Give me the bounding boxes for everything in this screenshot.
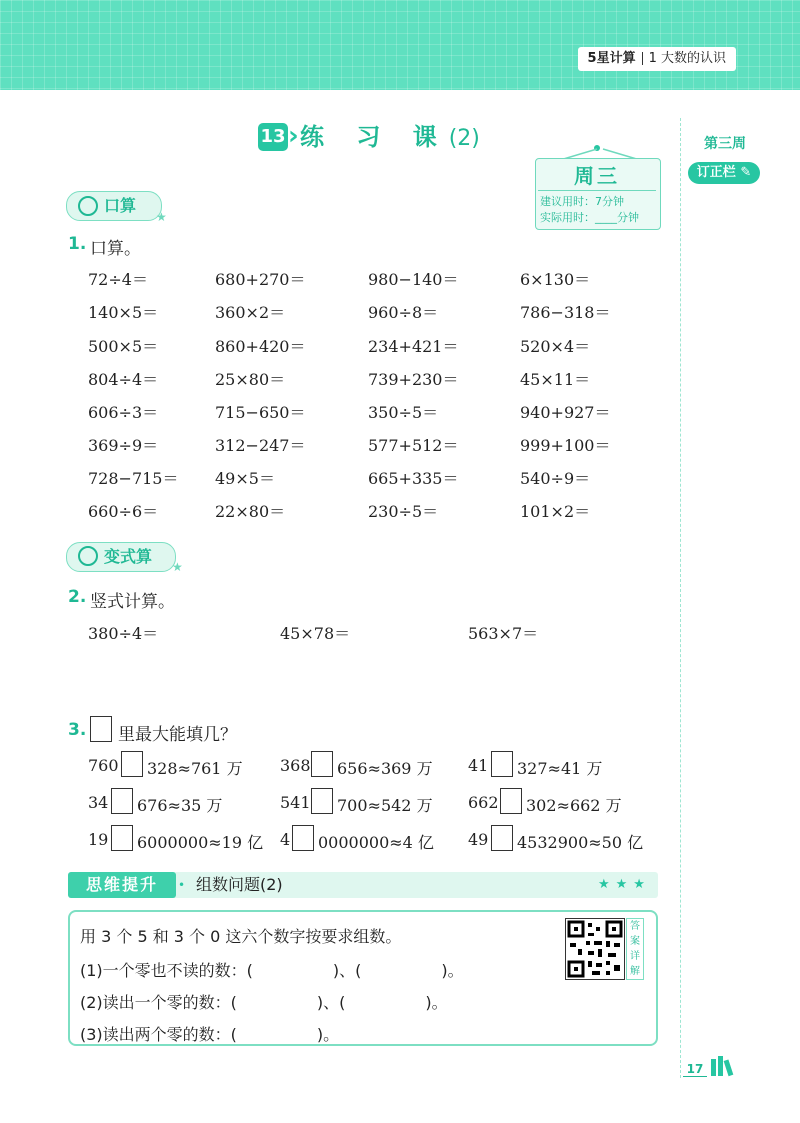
star-rating-icon: ★★★ bbox=[598, 877, 651, 892]
problem: 940+927＝ bbox=[520, 403, 611, 422]
unit-title: 1 大数的认识 bbox=[648, 51, 726, 66]
problem: 680+270＝ bbox=[215, 270, 306, 289]
thinking-line-1: (1)一个零也不读的数：( )、( )。 bbox=[80, 961, 464, 980]
answer-box[interactable] bbox=[111, 788, 133, 814]
approx-prefix: 34 bbox=[88, 793, 109, 812]
problem: 660÷6＝ bbox=[88, 502, 159, 521]
problem: 369÷9＝ bbox=[88, 436, 159, 455]
approx-suffix: 328≈761 万 bbox=[147, 759, 243, 778]
lesson-number: 13 bbox=[258, 123, 288, 151]
breadcrumb bbox=[578, 47, 736, 71]
approx-suffix: 676≈35 万 bbox=[137, 796, 223, 815]
approx-suffix: 302≈662 万 bbox=[526, 796, 622, 815]
problem: 960÷8＝ bbox=[368, 303, 439, 322]
approx-prefix: 49 bbox=[468, 830, 489, 849]
answer-box[interactable] bbox=[311, 751, 333, 777]
problem: 860+420＝ bbox=[215, 337, 306, 356]
answer-box[interactable] bbox=[111, 825, 133, 851]
actual-time: 实际用时：____分钟 bbox=[540, 211, 639, 224]
divider bbox=[538, 190, 656, 191]
problem: 22×80＝ bbox=[215, 502, 286, 521]
answer-box[interactable] bbox=[491, 751, 513, 777]
day-name: 周三 bbox=[574, 164, 620, 188]
approx-prefix: 4 bbox=[280, 830, 291, 849]
chevron-icon: › bbox=[288, 121, 299, 151]
book-title: 5星计算 bbox=[587, 51, 636, 66]
question-number: 1. bbox=[68, 234, 87, 254]
problem: 804÷4＝ bbox=[88, 370, 159, 389]
stopwatch-icon bbox=[78, 196, 98, 216]
thinking-label: 思维提升 bbox=[68, 872, 176, 898]
problem: 101×2＝ bbox=[520, 502, 591, 521]
arrow-icon: • bbox=[178, 878, 186, 892]
page-number: 17 bbox=[683, 1062, 707, 1077]
problem: 728−715＝ bbox=[88, 469, 179, 488]
problem: 380÷4＝ bbox=[88, 624, 159, 643]
approx-prefix: 541 bbox=[280, 793, 311, 812]
problem: 49×5＝ bbox=[215, 469, 275, 488]
star-icon: ★ bbox=[172, 560, 183, 574]
problem: 234+421＝ bbox=[368, 337, 459, 356]
correction-tag bbox=[688, 162, 760, 184]
header-band bbox=[0, 0, 800, 90]
answer-label: 答案详解 bbox=[626, 918, 644, 980]
qr-code-icon[interactable] bbox=[565, 918, 625, 980]
approx-suffix: 700≈542 万 bbox=[337, 796, 433, 815]
week-label: 第三周 bbox=[704, 136, 746, 152]
problem: 540÷9＝ bbox=[520, 469, 591, 488]
problem: 999+100＝ bbox=[520, 436, 611, 455]
problem: 739+230＝ bbox=[368, 370, 459, 389]
approx-suffix: 656≈369 万 bbox=[337, 759, 433, 778]
problem: 45×11＝ bbox=[520, 370, 591, 389]
problem: 980−140＝ bbox=[368, 270, 459, 289]
thinking-subtitle: 组数问题(2) bbox=[196, 875, 283, 894]
problem: 577+512＝ bbox=[368, 436, 459, 455]
approx-prefix: 41 bbox=[468, 756, 489, 775]
problem: 350÷5＝ bbox=[368, 403, 439, 422]
correction-divider bbox=[680, 118, 681, 1078]
blank-box-icon bbox=[90, 716, 112, 742]
books-icon bbox=[710, 1055, 736, 1077]
answer-box[interactable] bbox=[292, 825, 314, 851]
lesson-part: (2) bbox=[448, 126, 480, 151]
problem: 563×7＝ bbox=[468, 624, 539, 643]
problem: 715−650＝ bbox=[215, 403, 306, 422]
correction-label: 订正栏 bbox=[696, 165, 736, 180]
problem: 6×130＝ bbox=[520, 270, 591, 289]
target-icon bbox=[78, 546, 98, 566]
thinking-intro: 用 3 个 5 和 3 个 0 这六个数字按要求组数。 bbox=[80, 927, 402, 946]
approx-prefix: 19 bbox=[88, 830, 109, 849]
approx-prefix: 662 bbox=[468, 793, 499, 812]
problem: 500×5＝ bbox=[88, 337, 159, 356]
problem: 140×5＝ bbox=[88, 303, 159, 322]
approx-prefix: 760 bbox=[88, 756, 119, 775]
problem: 606÷3＝ bbox=[88, 403, 159, 422]
lesson-title-text: 练 习 课 bbox=[300, 123, 449, 151]
problem: 312−247＝ bbox=[215, 436, 306, 455]
question-text: 里最大能填几？ bbox=[118, 725, 237, 745]
section-title-oral: 口算 bbox=[104, 196, 137, 215]
problem: 520×4＝ bbox=[520, 337, 591, 356]
problem: 25×80＝ bbox=[215, 370, 286, 389]
thinking-line-2: (2)读出一个零的数：( )、( )。 bbox=[80, 993, 448, 1012]
problem: 786−318＝ bbox=[520, 303, 611, 322]
approx-suffix: 327≈41 万 bbox=[517, 759, 603, 778]
section-title-variant: 变式算 bbox=[104, 547, 153, 566]
approx-suffix: 0000000≈4 亿 bbox=[318, 833, 434, 852]
approx-suffix: 6000000≈19 亿 bbox=[137, 833, 264, 852]
answer-box[interactable] bbox=[500, 788, 522, 814]
star-icon: ★ bbox=[156, 210, 167, 224]
problem: 45×78＝ bbox=[280, 624, 351, 643]
answer-box[interactable] bbox=[121, 751, 143, 777]
answer-box[interactable] bbox=[311, 788, 333, 814]
question-text: 竖式计算。 bbox=[90, 592, 175, 612]
suggested-time: 建议用时：7分钟 bbox=[540, 195, 624, 208]
approx-prefix: 368 bbox=[280, 756, 311, 775]
answer-box[interactable] bbox=[491, 825, 513, 851]
problem: 360×2＝ bbox=[215, 303, 286, 322]
approx-suffix: 4532900≈50 亿 bbox=[517, 833, 644, 852]
thinking-line-3: (3)读出两个零的数：( )。 bbox=[80, 1025, 340, 1044]
lesson-title bbox=[300, 121, 480, 155]
problem: 665+335＝ bbox=[368, 469, 459, 488]
pencil-icon: ✎ bbox=[740, 165, 752, 180]
problem: 72÷4＝ bbox=[88, 270, 148, 289]
question-text: 口算。 bbox=[90, 239, 141, 259]
question-number: 2. bbox=[68, 587, 87, 607]
question-number: 3. bbox=[68, 720, 87, 740]
problem: 230÷5＝ bbox=[368, 502, 439, 521]
